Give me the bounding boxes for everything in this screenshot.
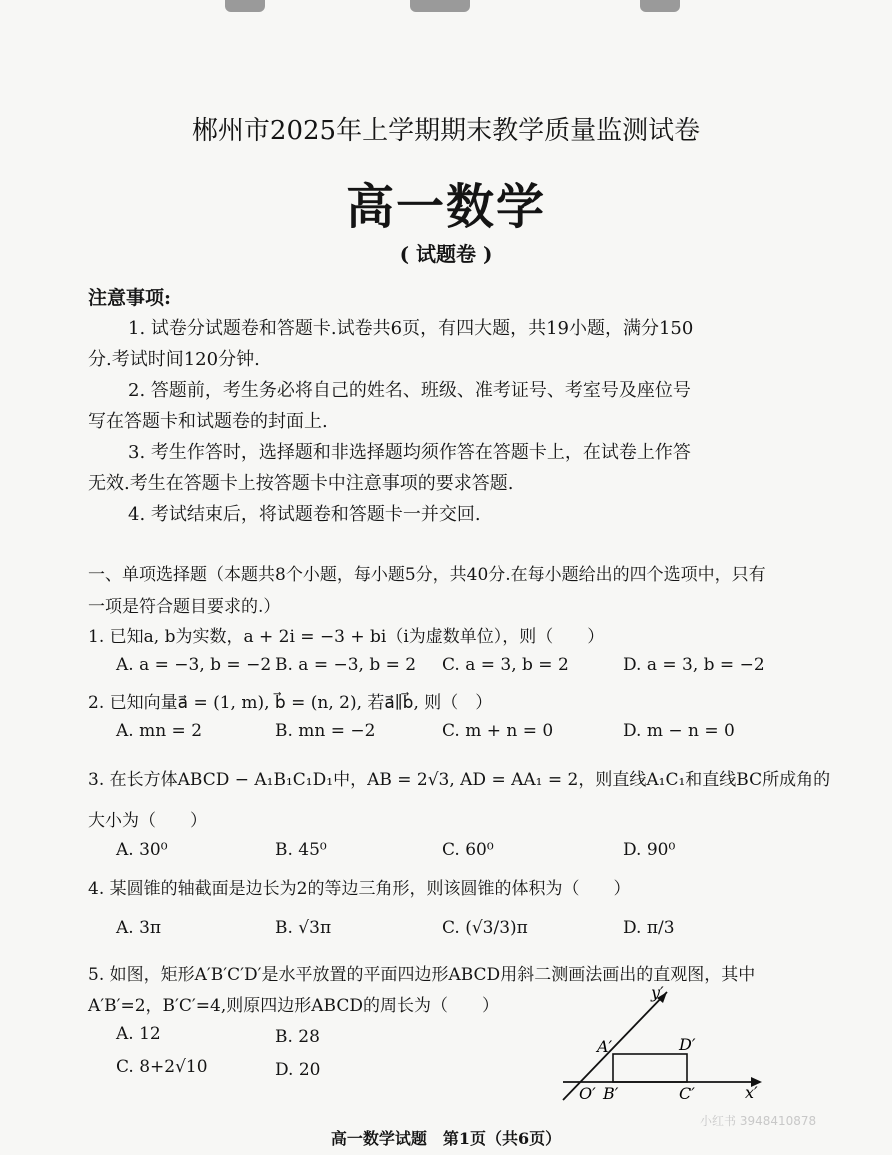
figure-label-c: C′ <box>679 1084 695 1103</box>
scan-mark-left <box>225 0 265 12</box>
notice-line-7: 4. 考试结束后，将试题卷和答题卡一并交回. <box>128 504 481 525</box>
question-1-option-a: A. a = −3, b = −2 <box>116 655 272 675</box>
figure-label-a: A′ <box>597 1037 613 1056</box>
question-3-option-c: C. 60⁰ <box>442 840 494 860</box>
question-2-option-b: B. mn = −2 <box>275 721 376 741</box>
question-4-option-b: B. √3π <box>275 918 332 938</box>
figure-label-y: y′ <box>651 983 664 1002</box>
question-1-option-b: B. a = −3, b = 2 <box>275 655 417 675</box>
figure-label-b: B′ <box>603 1084 619 1103</box>
question-5-stem-line-2: A′B′=2，B′C′=4,则原四边形ABCD的周长为（ ） <box>88 996 499 1016</box>
notice-line-3: 2. 答题前，考生务必将自己的姓名、班级、准考证号、考室号及座位号 <box>128 380 691 401</box>
figure-label-x: x′ <box>745 1083 758 1102</box>
notice-heading: 注意事项: <box>88 287 172 309</box>
notice-line-1: 1. 试卷分试题卷和答题卡.试卷共6页，有四大题，共19小题，满分150 <box>128 318 694 339</box>
question-2-stem: 2. 已知向量a⃗ = (1, m), b⃗ = (n, 2), 若a⃗∥b⃗, 则（ ） <box>88 693 493 713</box>
section-heading-line-1: 一、单项选择题（本题共8个小题，每小题5分，共40分.在每小题给出的四个选项中，只有 <box>88 565 766 585</box>
question-3-option-d: D. 90⁰ <box>623 840 676 860</box>
question-4-option-a: A. 3π <box>116 918 162 938</box>
notice-line-6: 无效.考生在答题卡上按答题卡中注意事项的要求答题. <box>88 473 514 494</box>
question-5-option-a: A. 12 <box>116 1024 161 1044</box>
question-3-option-a: A. 30⁰ <box>116 840 168 860</box>
notice-line-5: 3. 考生作答时，选择题和非选择题均须作答在答题卡上，在试卷上作答 <box>128 442 691 463</box>
figure-label-o: O′ <box>579 1084 596 1103</box>
question-3-stem-line-2: 大小为（ ） <box>88 811 207 831</box>
question-3-stem-line-1: 3. 在长方体ABCD − A₁B₁C₁D₁中，AB = 2√3, AD = AA₁ = 2，则直线A₁C₁和直线BC所成角的 <box>88 770 831 790</box>
question-2-option-d: D. m − n = 0 <box>623 721 735 741</box>
question-5-option-d: D. 20 <box>275 1060 321 1080</box>
notice-line-2: 分.考试时间120分钟. <box>88 349 260 370</box>
question-1-option-c: C. a = 3, b = 2 <box>442 655 569 675</box>
question-2-option-a: A. mn = 2 <box>116 721 203 741</box>
question-4-option-c: C. (√3/3)π <box>442 918 528 938</box>
watermark: 小红书 3948410878 <box>700 1114 817 1128</box>
question-5-option-c: C. 8+2√10 <box>116 1057 208 1077</box>
question-3-option-b: B. 45⁰ <box>275 840 327 860</box>
notice-line-4: 写在答题卡和试题卷的封面上. <box>88 411 328 432</box>
subject-title: 高一数学 <box>345 179 546 235</box>
paper-type: ( 试题卷 ) <box>399 242 493 266</box>
question-1-stem: 1. 已知a, b为实数，a + 2i = −3 + bi（i为虚数单位），则（ ） <box>88 627 605 647</box>
scan-mark-right <box>640 0 680 12</box>
question-5-stem-line-1: 5. 如图，矩形A′B′C′D′是水平放置的平面四边形ABCD用斜二测画法画出的直观图，其中 <box>88 965 756 985</box>
page-footer: 高一数学试题 第1页（共6页） <box>330 1129 562 1148</box>
question-2-option-c: C. m + n = 0 <box>442 721 554 741</box>
figure-rectangle <box>613 1054 687 1082</box>
section-heading-line-2: 一项是符合题目要求的.） <box>88 597 281 617</box>
figure-label-d: D′ <box>679 1035 696 1054</box>
question-5-figure <box>555 982 770 1107</box>
question-1-option-d: D. a = 3, b = −2 <box>623 655 765 675</box>
scan-mark-center <box>410 0 470 12</box>
question-5-option-b: B. 28 <box>275 1027 320 1047</box>
question-4-option-d: D. π/3 <box>623 918 675 938</box>
exam-title: 郴州市2025年上学期期末教学质量监测试卷 <box>191 116 701 146</box>
question-4-stem: 4. 某圆锥的轴截面是边长为2的等边三角形，则该圆锥的体积为（ ） <box>88 879 631 899</box>
